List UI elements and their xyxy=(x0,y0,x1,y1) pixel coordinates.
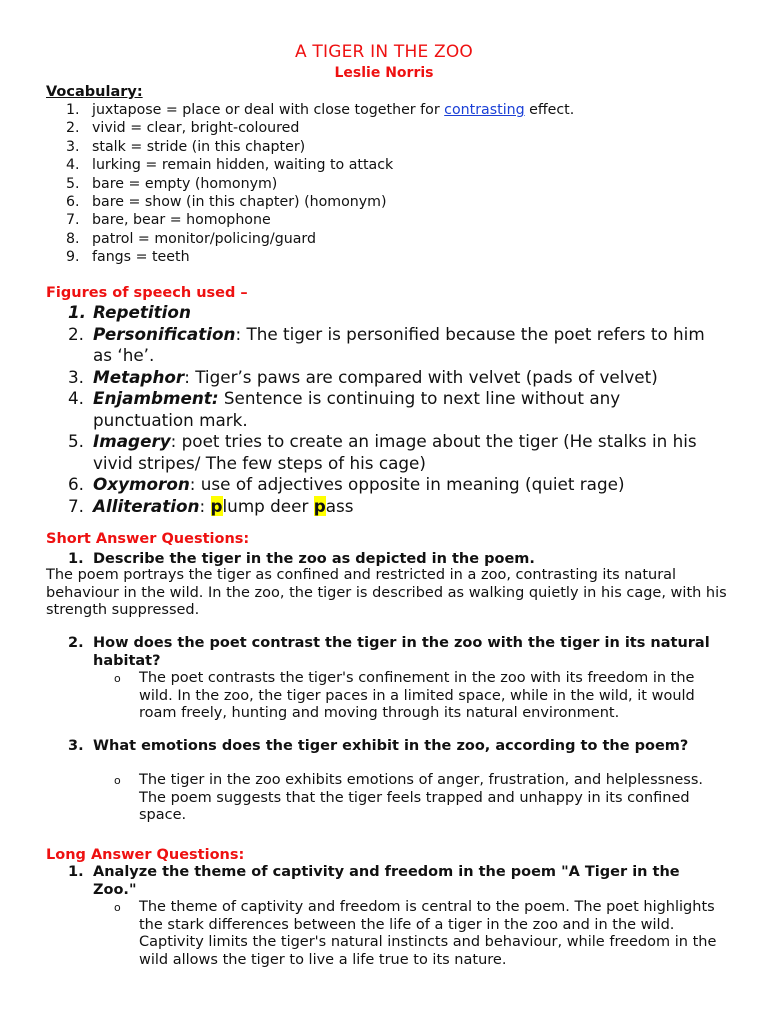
list-item: 4. Enjambment: Sentence is continuing to next line without any punctuation mark. xyxy=(68,388,621,430)
list-item: 7. Alliteration: plump deer pass xyxy=(68,495,354,516)
figures-list xyxy=(68,302,718,517)
answer: o The tiger in the zoo exhibits emotions of anger, frustration, and helplessness. The poem suggests that the tiger feels trapped and unhappy in its confined space. xyxy=(114,772,704,823)
long-answer-heading: Long Answer Questions: xyxy=(46,847,245,863)
list-item: 1. Repetition xyxy=(68,302,191,322)
list-item: 7. bare, bear = homophone xyxy=(66,212,271,229)
question: 1. Describe the tiger in the zoo as depicted in the poem. xyxy=(68,551,535,567)
list-item: 5. Imagery: poet tries to create an image about the tiger (He stalks in his vivid stripes/ The few steps of his cage) xyxy=(68,431,697,473)
list-item: 3. stalk = stride (in this chapter) xyxy=(66,138,306,155)
list-item: 2. Personification: The tiger is personified because the poet refers to him as ‘he’. xyxy=(68,323,705,365)
author-name: Leslie Norris xyxy=(334,65,434,81)
list-item: 8. patrol = monitor/policing/guard xyxy=(66,230,316,247)
bullet-icon: o xyxy=(114,672,121,685)
list-item: 5. bare = empty (homonym) xyxy=(66,175,278,192)
list-item: 2. vivid = clear, bright-coloured xyxy=(66,120,300,137)
contrasting-link[interactable]: contrasting xyxy=(444,102,525,118)
vocabulary-list xyxy=(66,101,574,267)
bullet-icon: o xyxy=(114,901,121,914)
bullet-icon: o xyxy=(114,774,121,787)
short-answer-heading: Short Answer Questions: xyxy=(46,531,250,547)
question: 2. How does the poet contrast the tiger in the zoo with the tiger in its natural habitat? xyxy=(68,635,710,669)
list-item: 4. lurking = remain hidden, waiting to attack xyxy=(66,157,394,174)
list-item: 9. fangs = teeth xyxy=(66,249,190,266)
question: 1. Analyze the theme of captivity and freedom in the poem "A Tiger in the Zoo." xyxy=(68,864,680,898)
figures-heading: Figures of speech used – xyxy=(46,285,248,301)
answer: o The poet contrasts the tiger's confinement in the zoo with its freedom in the wild. In the zoo, the tiger paces in a limited space, while in the wild, it would roam freely, hunting and moving through its natural environment. xyxy=(114,670,695,721)
highlighted-letter: p xyxy=(210,495,223,516)
list-item: 3. Metaphor: Tiger’s paws are compared with velvet (pads of velvet) xyxy=(68,366,658,387)
list-item: 1. juxtapose = place or deal with close together for contrasting effect. xyxy=(66,102,575,118)
page-title: A TIGER IN THE ZOO xyxy=(294,42,474,62)
list-item: 6. Oxymoron: use of adjectives opposite in meaning (quiet rage) xyxy=(68,474,625,494)
question: 3. What emotions does the tiger exhibit in the zoo, according to the poem? xyxy=(68,738,689,754)
vocabulary-heading: Vocabulary: xyxy=(46,84,143,100)
answer: o The theme of captivity and freedom is central to the poem. The poet highlights the stark differences between the life of a tiger in the zoo and in the wild. Captivity limits the tiger's natural instincts and behaviour, while freedom in the wild allows the tiger to live a life true to its nature. xyxy=(114,899,717,968)
list-item: 6. bare = show (in this chapter) (homonym) xyxy=(66,194,387,211)
answer: The poem portrays the tiger as confined and restricted in a zoo, contrasting its natural behaviour in the wild. In the zoo, the tiger is described as walking quietly in his cage, with his strength suppressed. xyxy=(46,567,727,618)
highlighted-letter: p xyxy=(313,495,326,516)
